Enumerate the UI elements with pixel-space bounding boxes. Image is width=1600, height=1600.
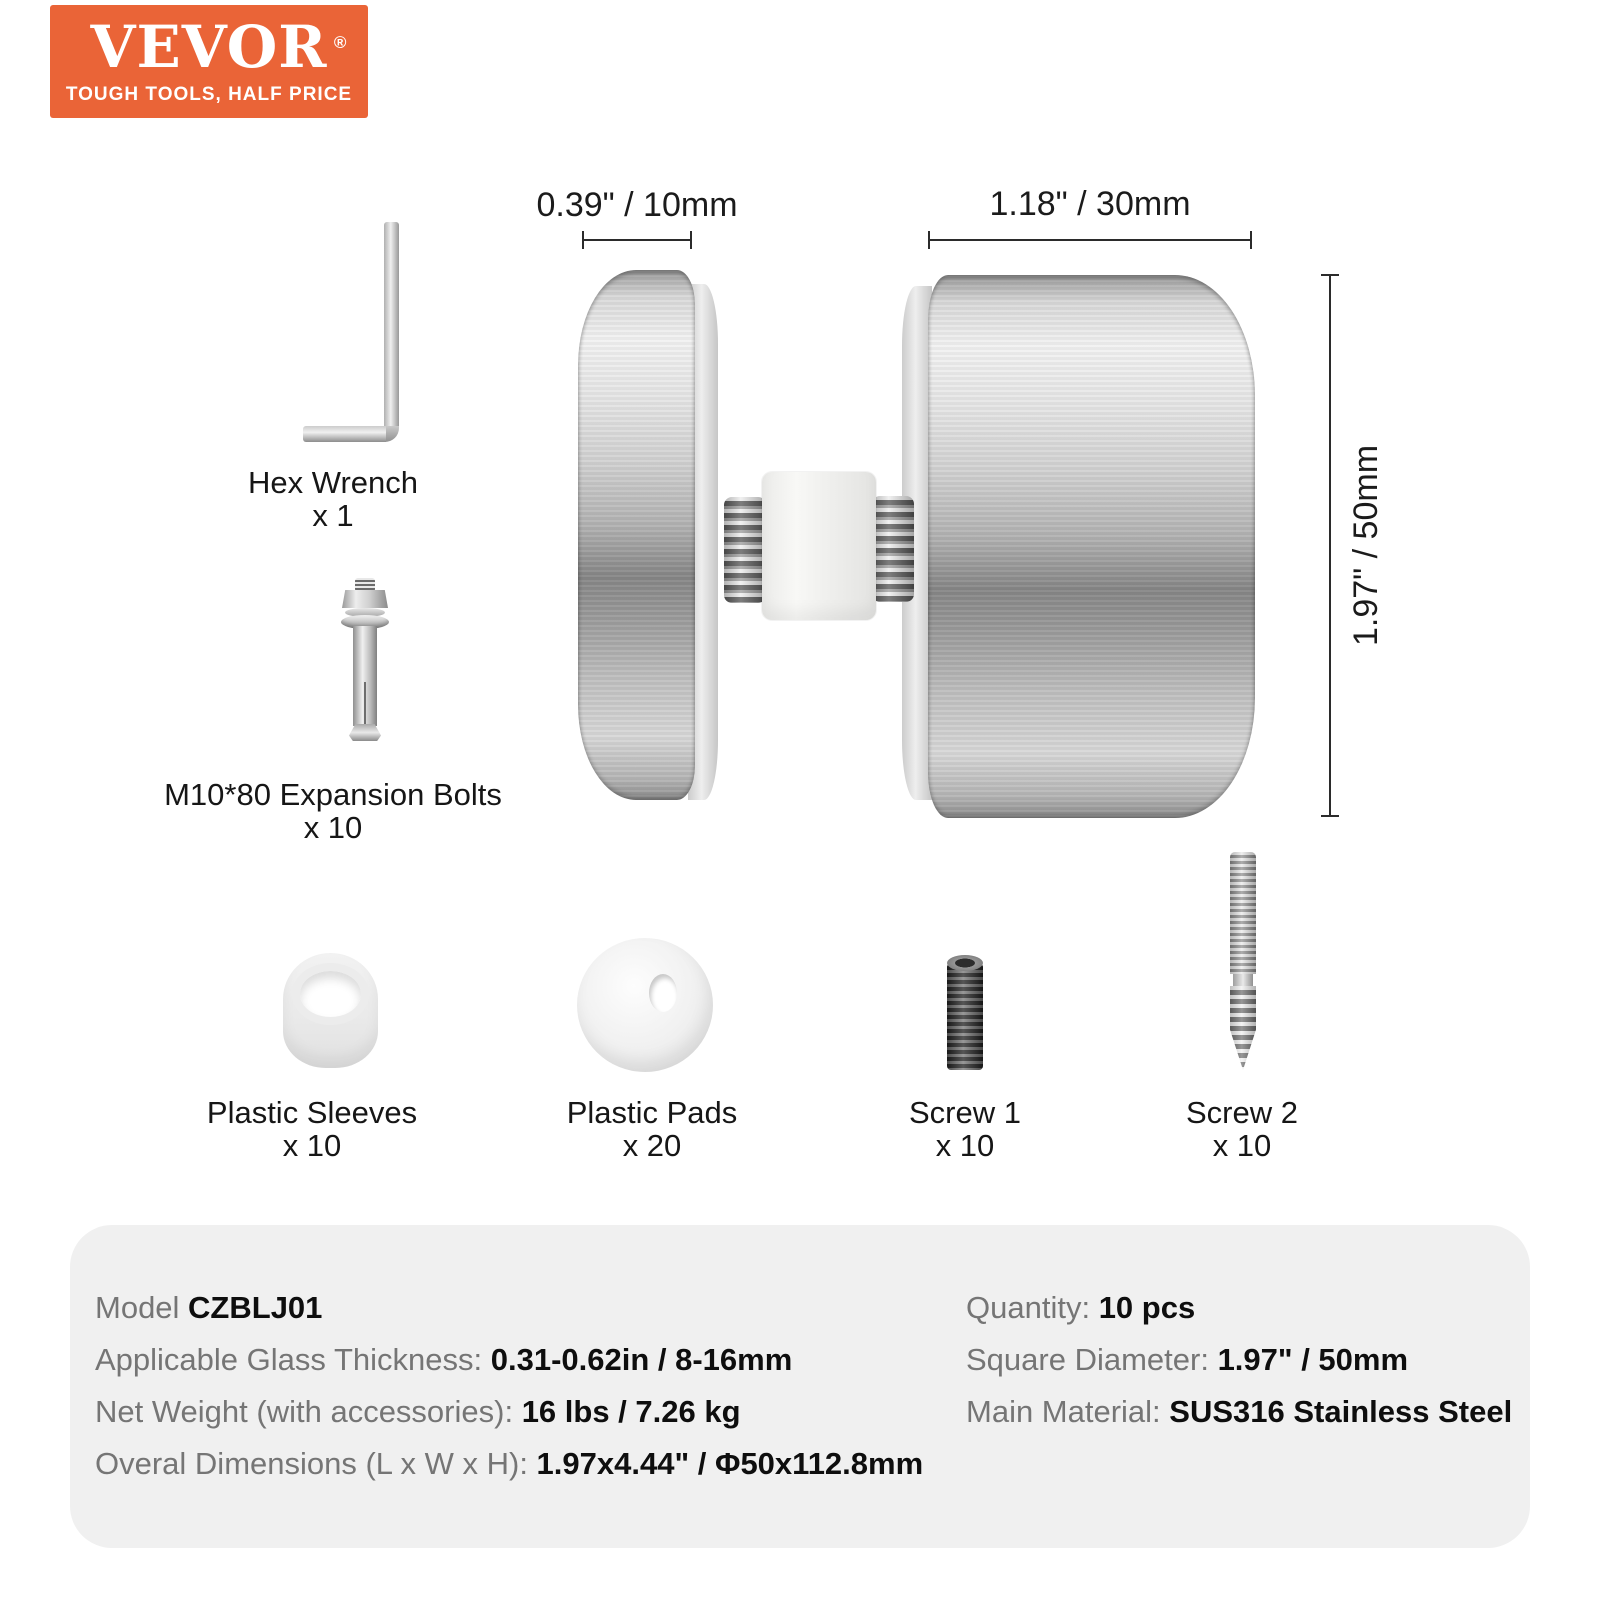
dimension-line-height (1329, 274, 1331, 817)
item-count: x 10 (935, 1128, 995, 1163)
spec-row-glass-thickness (95, 1340, 792, 1380)
spec-value: CZBLJ01 (188, 1290, 323, 1325)
bolt-thread-tip (355, 578, 375, 592)
item-count: x 10 (282, 1128, 342, 1163)
spec-value: 1.97x4.44" / Φ50x112.8mm (536, 1446, 924, 1481)
spec-row-overall-dimensions (95, 1444, 923, 1484)
spec-label: Main Material: (966, 1394, 1170, 1429)
plastic-sleeve-image (283, 953, 378, 1068)
spec-label: Net Weight (with accessories): (95, 1394, 522, 1429)
item-count: x 10 (1212, 1128, 1272, 1163)
spec-row-quantity (966, 1288, 1195, 1328)
plastic-pads-label (532, 1096, 772, 1162)
dimension-line-cylinder-width (928, 239, 1252, 241)
screw1-label (845, 1096, 1085, 1162)
item-count: x 20 (622, 1128, 682, 1163)
brand-tagline: TOUGH TOOLS, HALF PRICE (65, 83, 353, 105)
spec-row-main-material (966, 1392, 1512, 1432)
screw2-wood-thread (1230, 986, 1256, 1070)
hex-wrench-arm-short (303, 426, 386, 442)
dimension-label-height: 1.97" / 50mm (1347, 444, 1386, 647)
hex-wrench-label (213, 466, 453, 532)
item-name: Screw 2 (1186, 1095, 1298, 1130)
plastic-sleeve-opening (292, 963, 370, 1025)
screw1-socket-head (947, 955, 983, 971)
item-name: Hex Wrench (248, 465, 418, 500)
item-name: Plastic Sleeves (206, 1095, 418, 1130)
spec-row-net-weight (95, 1392, 741, 1432)
spec-value: 0.31-0.62in / 8-16mm (490, 1342, 793, 1377)
spec-label: Applicable Glass Thickness: (95, 1342, 491, 1377)
item-name: Plastic Pads (566, 1095, 738, 1130)
bolt-hex-nut (342, 590, 388, 608)
spec-label: Overal Dimensions (L x W x H): (95, 1446, 537, 1481)
spec-value: 16 lbs / 7.26 kg (521, 1394, 741, 1429)
dimension-line-disc-width (582, 239, 692, 241)
spec-value: SUS316 Stainless Steel (1169, 1394, 1513, 1429)
bolt-shaft (353, 626, 377, 726)
spec-label: Model (95, 1290, 189, 1325)
bolt-expansion-cone (349, 724, 381, 741)
threaded-stud-right (872, 496, 914, 602)
spec-label: Square Diameter: (966, 1342, 1218, 1377)
dimension-label-height-wrap (1336, 274, 1398, 817)
plastic-pad-hole (649, 974, 677, 1012)
plastic-sleeves-label (192, 1096, 432, 1162)
item-name: Screw 1 (909, 1095, 1021, 1130)
screw1-image (947, 963, 983, 1070)
registered-mark: ® (333, 32, 348, 52)
spec-value: 10 pcs (1098, 1290, 1196, 1325)
spec-label: Quantity: (966, 1290, 1099, 1325)
expansion-bolts-label (163, 778, 503, 844)
spec-row-square-diameter (966, 1340, 1408, 1380)
threaded-stud-left (724, 497, 766, 603)
vevor-logo (50, 5, 368, 118)
standoff-body-cylinder (928, 275, 1255, 818)
screw2-collar (1233, 974, 1253, 986)
hex-wrench-corner (384, 426, 399, 442)
dimension-label-disc-width: 0.39" / 10mm (536, 186, 738, 224)
brand-name (90, 12, 348, 81)
item-count: x 1 (312, 498, 354, 533)
hex-wrench-arm-long (384, 222, 399, 428)
screw2-label (1122, 1096, 1362, 1162)
dimension-label-cylinder-width: 1.18" / 30mm (989, 185, 1191, 223)
brand-text: VEVOR (90, 12, 328, 81)
spec-value: 1.97" / 50mm (1217, 1342, 1409, 1377)
item-name: M10*80 Expansion Bolts (164, 777, 502, 812)
screw2-machine-thread (1230, 852, 1256, 974)
item-count: x 10 (303, 810, 363, 845)
spec-row-model (95, 1288, 322, 1328)
plastic-pad-image (577, 938, 713, 1072)
plastic-spacer-sleeve (762, 472, 876, 620)
spec-panel (70, 1225, 1530, 1548)
standoff-cap-disc (578, 270, 695, 800)
expansion-bolt-image (341, 578, 389, 755)
